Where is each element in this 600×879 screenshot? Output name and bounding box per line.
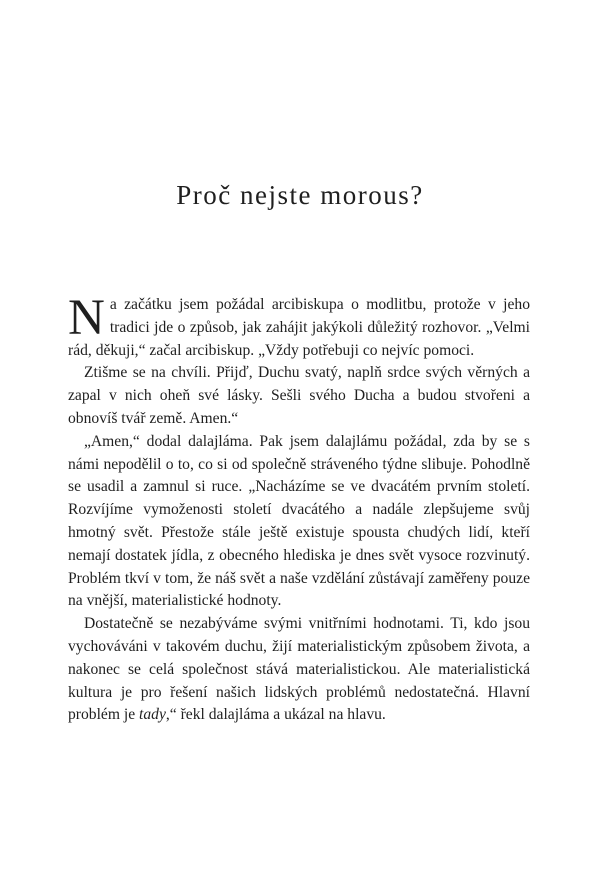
paragraph-1-text: a začátku jsem požádal arcibiskupa o modlitbu, protože v jeho tradici jde o způsob, jak zahájit jakýkoli důležitý rozhovor. „Velmi rád, děkuji,“ začal arcibiskup. „Vždy potřebuji co nejvíc pomoci. (68, 296, 530, 359)
body-text (68, 290, 530, 727)
drop-cap: N (68, 290, 105, 346)
paragraph-2: Ztišme se na chvíli. Přijď, Duchu svatý, naplň srdce svých věrných a zapal v nich oheň své lásky. Sešli svého Ducha a budou stvořeni a obnovíš tvář země. Amen.“ (68, 364, 530, 427)
emphasis-word: tady (139, 706, 166, 724)
paragraph-1 (68, 290, 530, 362)
chapter-title: Proč nejste morous? (176, 180, 424, 210)
paragraph-4 (68, 613, 530, 727)
paragraph-4-ending: ,“ řekl dalajláma a ukázal na hlavu. (165, 706, 386, 724)
paragraph-3: „Amen,“ dodal dalajláma. Pak jsem dalajlámu požádal, zda by se s námi nepodělil o to, co si od společně stráveného týdne slibuje. Pohodlně se usadil a zamnul si ruce. „Nacházíme se ve dvacátém prvním století. Rozvíjíme vymoženosti století dvacátého a nadále zlepšujeme svůj hmotný svět. Přestože stále ještě existuje spousta chudých lidí, kteří nemají dostatek jídla, z obecného hlediska je dnes svět vysoce rozvinutý. Problém tkví v tom, že náš svět a naše vzdělání zůstávají zaměřeny pouze na vnější, materialistické hodnoty. (68, 432, 530, 610)
paragraph-4-text: Dostatečně se nezabýváme svými vnitřními hodnotami. Ti, kdo jsou vychováváni v takovém duchu, žijí materialistickým způsobem života, a nakonec se celá společnost stává materialistickou. Ale materialistická kultura je pro řešení našich lidských problémů nedostatečná. Hlavní problém je (68, 615, 530, 724)
